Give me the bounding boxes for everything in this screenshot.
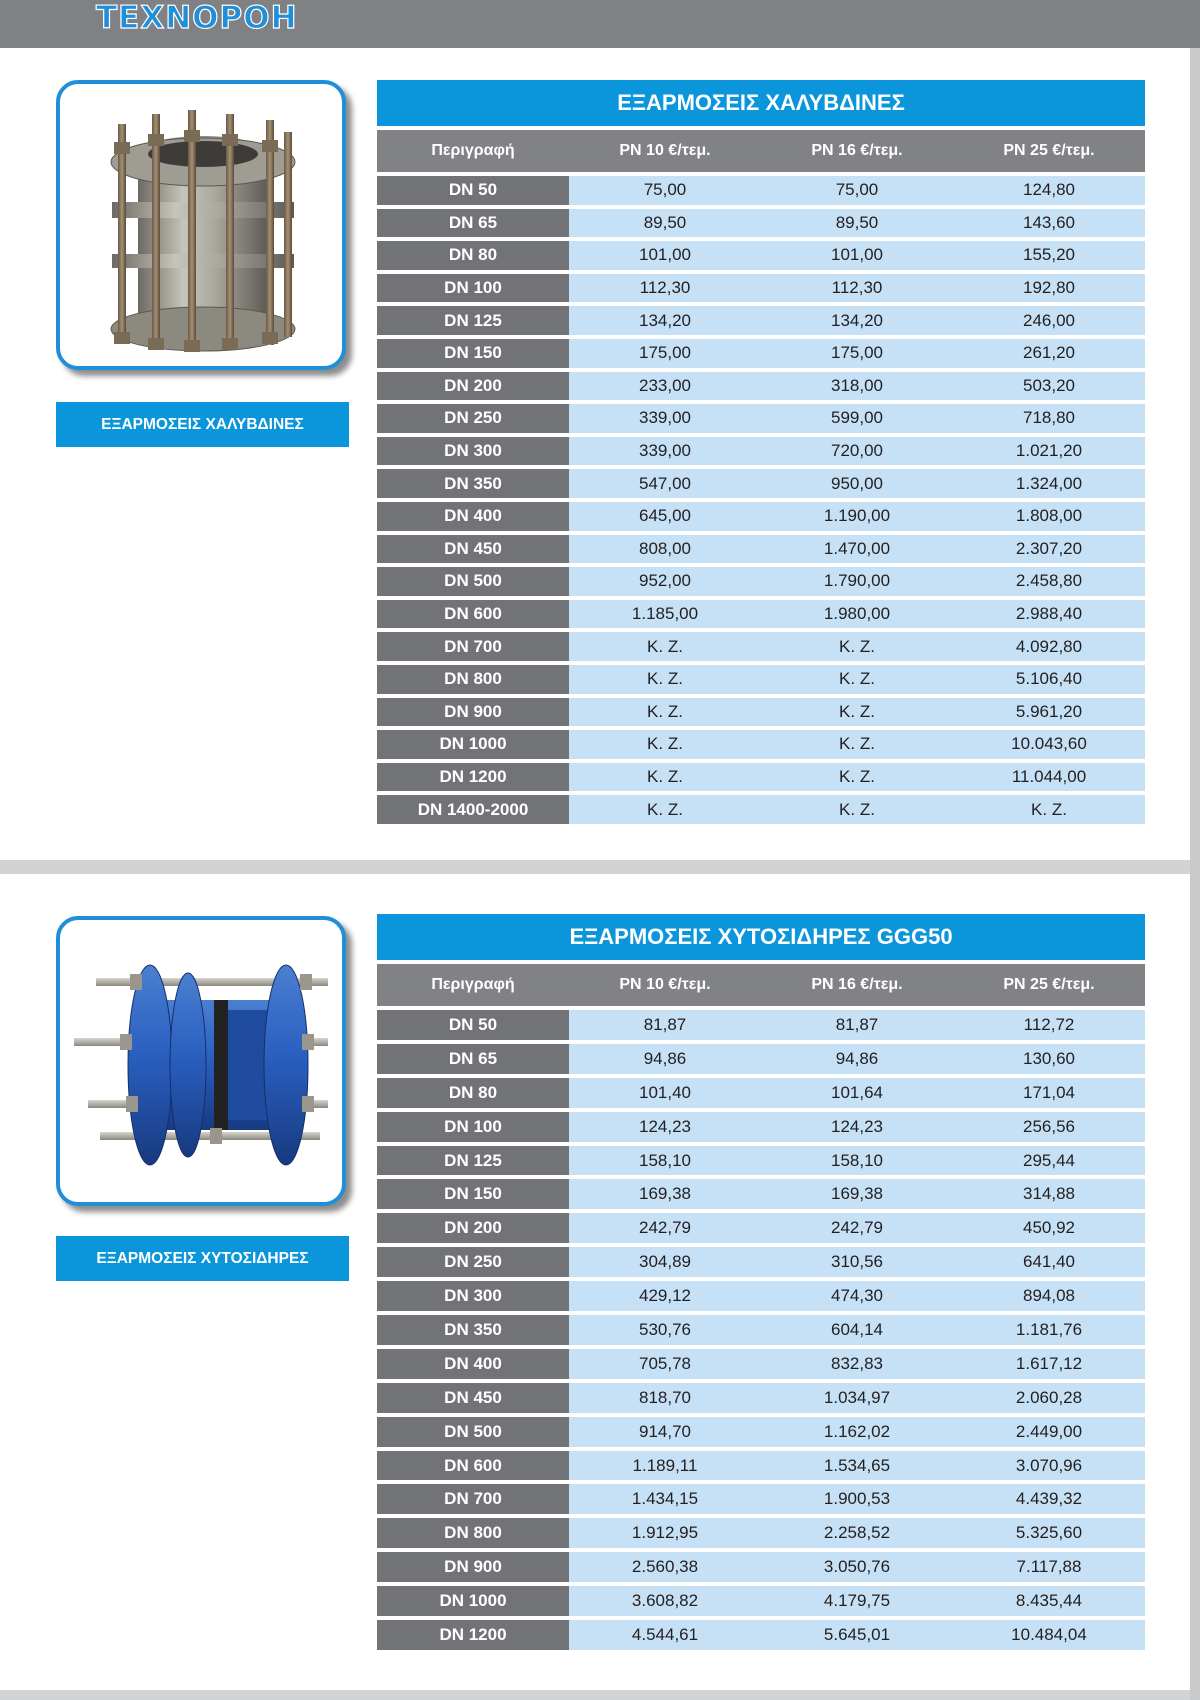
- cell-pn10: 530,76: [569, 1315, 761, 1345]
- cell-pn25: 171,04: [953, 1078, 1145, 1108]
- cell-pn16: 175,00: [761, 339, 953, 368]
- cell-pn10: 914,70: [569, 1417, 761, 1447]
- cell-pn16: 604,14: [761, 1315, 953, 1345]
- cell-description: DN 100: [377, 274, 569, 303]
- cell-pn16: 124,23: [761, 1112, 953, 1142]
- cell-pn16: 310,56: [761, 1247, 953, 1277]
- cell-pn25: K. Z.: [953, 795, 1145, 824]
- cell-description: DN 50: [377, 1010, 569, 1040]
- cell-pn10: 134,20: [569, 306, 761, 335]
- table-row: [377, 1010, 1145, 1040]
- cell-description: DN 125: [377, 306, 569, 335]
- cell-pn10: 1.189,11: [569, 1451, 761, 1481]
- table-row: [377, 209, 1145, 238]
- table-row: [377, 665, 1145, 694]
- cell-pn16: K. Z.: [761, 795, 953, 824]
- cell-pn16: 4.179,75: [761, 1586, 953, 1616]
- table-row: [377, 1044, 1145, 1074]
- cell-pn16: 599,00: [761, 404, 953, 433]
- cell-pn25: 5.961,20: [953, 698, 1145, 727]
- table-row: [377, 176, 1145, 205]
- cell-pn25: 5.106,40: [953, 665, 1145, 694]
- cell-pn25: 1.617,12: [953, 1349, 1145, 1379]
- cell-pn10: 175,00: [569, 339, 761, 368]
- cell-pn16: K. Z.: [761, 665, 953, 694]
- cell-pn16: 318,00: [761, 372, 953, 401]
- cast-iron-table-title: ΕΞΑΡΜΟΣΕΙΣ ΧΥΤΟΣΙΔΗΡΕΣ GGG50: [377, 914, 1145, 960]
- cell-pn10: 101,00: [569, 241, 761, 270]
- column-header-description: Περιγραφή: [431, 142, 515, 159]
- cell-pn10: K. Z.: [569, 795, 761, 824]
- cell-description: DN 250: [377, 404, 569, 433]
- table-row: [377, 1146, 1145, 1176]
- cell-description: DN 400: [377, 1349, 569, 1379]
- cell-pn10: 1.912,95: [569, 1518, 761, 1548]
- cell-pn16: K. Z.: [761, 632, 953, 661]
- cell-description: DN 700: [377, 632, 569, 661]
- cell-pn10: 1.185,00: [569, 600, 761, 629]
- cell-pn25: 718,80: [953, 404, 1145, 433]
- table-row: [377, 1451, 1145, 1481]
- cell-description: DN 350: [377, 469, 569, 498]
- cell-pn16: K. Z.: [761, 730, 953, 759]
- cell-pn25: 7.117,88: [953, 1552, 1145, 1582]
- cell-pn25: 261,20: [953, 339, 1145, 368]
- cell-pn16: 832,83: [761, 1349, 953, 1379]
- cell-pn25: 1.181,76: [953, 1315, 1145, 1345]
- cell-pn25: 1.808,00: [953, 502, 1145, 531]
- cell-description: DN 900: [377, 698, 569, 727]
- cell-description: DN 50: [377, 176, 569, 205]
- cell-pn25: 2.307,20: [953, 535, 1145, 564]
- cell-pn10: 242,79: [569, 1213, 761, 1243]
- section-steel-couplings: [0, 48, 1190, 860]
- steel-table-title: ΕΞΑΡΜΟΣΕΙΣ ΧΑΛΥΒΔΙΝΕΣ: [377, 80, 1145, 126]
- cell-description: DN 1000: [377, 1586, 569, 1616]
- cell-pn10: K. Z.: [569, 698, 761, 727]
- table-row: [377, 1552, 1145, 1582]
- cell-pn10: K. Z.: [569, 632, 761, 661]
- cell-pn16: 950,00: [761, 469, 953, 498]
- cell-pn16: 81,87: [761, 1010, 953, 1040]
- cell-description: DN 1000: [377, 730, 569, 759]
- table-row: [377, 306, 1145, 335]
- cell-pn10: 645,00: [569, 502, 761, 531]
- cell-description: DN 100: [377, 1112, 569, 1142]
- table-row: [377, 1349, 1145, 1379]
- cell-pn10: 1.434,15: [569, 1484, 761, 1514]
- cell-pn25: 503,20: [953, 372, 1145, 401]
- cell-pn10: 94,86: [569, 1044, 761, 1074]
- cell-description: DN 400: [377, 502, 569, 531]
- cell-pn10: 547,00: [569, 469, 761, 498]
- cell-pn16: 94,86: [761, 1044, 953, 1074]
- table-row: [377, 535, 1145, 564]
- cell-pn16: 720,00: [761, 437, 953, 466]
- cell-pn25: 246,00: [953, 306, 1145, 335]
- cell-pn16: 474,30: [761, 1281, 953, 1311]
- table-row: [377, 698, 1145, 727]
- cell-pn10: 233,00: [569, 372, 761, 401]
- cell-pn16: 1.790,00: [761, 567, 953, 596]
- cell-description: DN 125: [377, 1146, 569, 1176]
- steel-table-body: [377, 176, 1145, 824]
- column-header-pn25: PN 25 €/τεμ.: [1003, 976, 1095, 993]
- table-row: [377, 339, 1145, 368]
- steel-coupling-illustration: [60, 84, 342, 366]
- cast-iron-table-header: [377, 964, 1145, 1006]
- cell-pn10: 339,00: [569, 437, 761, 466]
- column-header-pn16: PN 16 €/τεμ.: [811, 976, 903, 993]
- table-row: [377, 1247, 1145, 1277]
- cell-description: DN 200: [377, 372, 569, 401]
- cell-description: DN 700: [377, 1484, 569, 1514]
- cell-pn10: 818,70: [569, 1383, 761, 1413]
- cell-pn10: 124,23: [569, 1112, 761, 1142]
- cell-pn10: 3.608,82: [569, 1586, 761, 1616]
- cell-pn10: 705,78: [569, 1349, 761, 1379]
- table-row: [377, 600, 1145, 629]
- brand-logo: ΤΕΧΝΟΡΟΗ: [96, 0, 298, 36]
- cell-pn25: 2.988,40: [953, 600, 1145, 629]
- column-header-pn16: PN 16 €/τεμ.: [811, 142, 903, 159]
- cell-pn10: 339,00: [569, 404, 761, 433]
- cell-pn16: 1.162,02: [761, 1417, 953, 1447]
- section-cast-iron-couplings: [0, 874, 1190, 1690]
- cell-pn16: 3.050,76: [761, 1552, 953, 1582]
- cell-description: DN 450: [377, 535, 569, 564]
- cell-pn25: 4.439,32: [953, 1484, 1145, 1514]
- cell-pn10: 304,89: [569, 1247, 761, 1277]
- cast-iron-table-body: [377, 1010, 1145, 1650]
- cell-pn25: 124,80: [953, 176, 1145, 205]
- table-row: [377, 1586, 1145, 1616]
- cell-pn16: 2.258,52: [761, 1518, 953, 1548]
- column-header-pn25: PN 25 €/τεμ.: [1003, 142, 1095, 159]
- cell-description: DN 350: [377, 1315, 569, 1345]
- column-header-description: Περιγραφή: [431, 976, 515, 993]
- table-row: [377, 632, 1145, 661]
- cell-pn16: 101,64: [761, 1078, 953, 1108]
- cell-pn25: 130,60: [953, 1044, 1145, 1074]
- cell-pn10: 4.544,61: [569, 1620, 761, 1650]
- table-row: [377, 1281, 1145, 1311]
- cell-pn10: K. Z.: [569, 730, 761, 759]
- cell-pn16: 242,79: [761, 1213, 953, 1243]
- table-row: [377, 1315, 1145, 1345]
- cell-pn16: 75,00: [761, 176, 953, 205]
- table-row: [377, 1383, 1145, 1413]
- cell-pn25: 894,08: [953, 1281, 1145, 1311]
- cell-pn25: 641,40: [953, 1247, 1145, 1277]
- cast-iron-price-table: [377, 914, 1145, 1654]
- table-row: [377, 437, 1145, 466]
- cell-pn10: 112,30: [569, 274, 761, 303]
- cell-description: DN 1200: [377, 1620, 569, 1650]
- cell-description: DN 250: [377, 1247, 569, 1277]
- cell-description: DN 300: [377, 1281, 569, 1311]
- cell-description: DN 65: [377, 1044, 569, 1074]
- cell-description: DN 800: [377, 1518, 569, 1548]
- cell-pn16: 169,38: [761, 1179, 953, 1209]
- cell-pn16: 1.470,00: [761, 535, 953, 564]
- cell-pn25: 450,92: [953, 1213, 1145, 1243]
- cell-pn25: 112,72: [953, 1010, 1145, 1040]
- table-row: [377, 1620, 1145, 1650]
- table-row: [377, 1112, 1145, 1142]
- steel-couplings-caption: ΕΞΑΡΜΟΣΕΙΣ ΧΑΛΥΒΔΙΝΕΣ: [56, 402, 349, 447]
- cell-description: DN 800: [377, 665, 569, 694]
- cell-pn25: 192,80: [953, 274, 1145, 303]
- cell-pn25: 10.043,60: [953, 730, 1145, 759]
- cell-description: DN 1200: [377, 763, 569, 792]
- right-rail: [1190, 48, 1200, 1700]
- cell-description: DN 300: [377, 437, 569, 466]
- cell-pn25: 256,56: [953, 1112, 1145, 1142]
- cell-description: DN 65: [377, 209, 569, 238]
- top-bar: [0, 0, 1200, 48]
- column-header-pn10: PN 10 €/τεμ.: [619, 976, 711, 993]
- cell-pn25: 3.070,96: [953, 1451, 1145, 1481]
- column-header-pn10: PN 10 €/τεμ.: [619, 142, 711, 159]
- cast-iron-coupling-illustration: [60, 920, 342, 1202]
- cell-pn10: 81,87: [569, 1010, 761, 1040]
- table-row: [377, 1417, 1145, 1447]
- cell-pn25: 295,44: [953, 1146, 1145, 1176]
- cell-pn25: 143,60: [953, 209, 1145, 238]
- table-row: [377, 404, 1145, 433]
- cell-description: DN 900: [377, 1552, 569, 1582]
- table-row: [377, 372, 1145, 401]
- cell-pn25: 5.325,60: [953, 1518, 1145, 1548]
- cast-iron-coupling-photo: [56, 916, 346, 1206]
- cell-pn16: 1.980,00: [761, 600, 953, 629]
- cell-pn25: 2.458,80: [953, 567, 1145, 596]
- cell-pn10: K. Z.: [569, 665, 761, 694]
- cell-pn16: K. Z.: [761, 763, 953, 792]
- table-row: [377, 1213, 1145, 1243]
- cell-pn16: 89,50: [761, 209, 953, 238]
- cell-pn16: 1.190,00: [761, 502, 953, 531]
- cell-pn16: K. Z.: [761, 698, 953, 727]
- cell-pn25: 10.484,04: [953, 1620, 1145, 1650]
- cell-pn16: 1.900,53: [761, 1484, 953, 1514]
- table-row: [377, 502, 1145, 531]
- table-row: [377, 274, 1145, 303]
- cell-pn25: 1.324,00: [953, 469, 1145, 498]
- cell-pn16: 5.645,01: [761, 1620, 953, 1650]
- cell-pn10: 808,00: [569, 535, 761, 564]
- cell-pn16: 158,10: [761, 1146, 953, 1176]
- steel-price-table: [377, 80, 1145, 828]
- cell-description: DN 80: [377, 1078, 569, 1108]
- cell-pn16: 1.534,65: [761, 1451, 953, 1481]
- steel-coupling-photo: [56, 80, 346, 370]
- table-row: [377, 567, 1145, 596]
- cell-pn10: 169,38: [569, 1179, 761, 1209]
- cell-pn10: 89,50: [569, 209, 761, 238]
- steel-table-header: [377, 130, 1145, 172]
- table-row: [377, 795, 1145, 824]
- cell-description: DN 150: [377, 339, 569, 368]
- cell-pn10: 75,00: [569, 176, 761, 205]
- cell-pn10: 429,12: [569, 1281, 761, 1311]
- table-row: [377, 763, 1145, 792]
- table-row: [377, 241, 1145, 270]
- cell-pn10: K. Z.: [569, 763, 761, 792]
- cell-pn16: 101,00: [761, 241, 953, 270]
- cell-pn10: 2.560,38: [569, 1552, 761, 1582]
- cell-description: DN 80: [377, 241, 569, 270]
- cell-pn25: 2.060,28: [953, 1383, 1145, 1413]
- cell-pn16: 1.034,97: [761, 1383, 953, 1413]
- cell-pn25: 2.449,00: [953, 1417, 1145, 1447]
- cell-pn25: 155,20: [953, 241, 1145, 270]
- table-row: [377, 1078, 1145, 1108]
- cell-description: DN 200: [377, 1213, 569, 1243]
- cell-pn10: 158,10: [569, 1146, 761, 1176]
- cell-description: DN 600: [377, 600, 569, 629]
- cell-description: DN 1400-2000: [377, 795, 569, 824]
- table-row: [377, 730, 1145, 759]
- cell-pn16: 134,20: [761, 306, 953, 335]
- cell-description: DN 450: [377, 1383, 569, 1413]
- cell-pn25: 4.092,80: [953, 632, 1145, 661]
- cell-description: DN 600: [377, 1451, 569, 1481]
- cell-pn16: 112,30: [761, 274, 953, 303]
- cell-description: DN 500: [377, 567, 569, 596]
- table-row: [377, 469, 1145, 498]
- cell-pn10: 952,00: [569, 567, 761, 596]
- cell-pn25: 314,88: [953, 1179, 1145, 1209]
- cell-description: DN 500: [377, 1417, 569, 1447]
- table-row: [377, 1179, 1145, 1209]
- cell-pn25: 8.435,44: [953, 1586, 1145, 1616]
- cell-pn25: 1.021,20: [953, 437, 1145, 466]
- table-row: [377, 1518, 1145, 1548]
- table-row: [377, 1484, 1145, 1514]
- cast-iron-couplings-caption: ΕΞΑΡΜΟΣΕΙΣ ΧΥΤΟΣΙΔΗΡΕΣ: [56, 1236, 349, 1281]
- cell-pn25: 11.044,00: [953, 763, 1145, 792]
- cell-pn10: 101,40: [569, 1078, 761, 1108]
- cell-description: DN 150: [377, 1179, 569, 1209]
